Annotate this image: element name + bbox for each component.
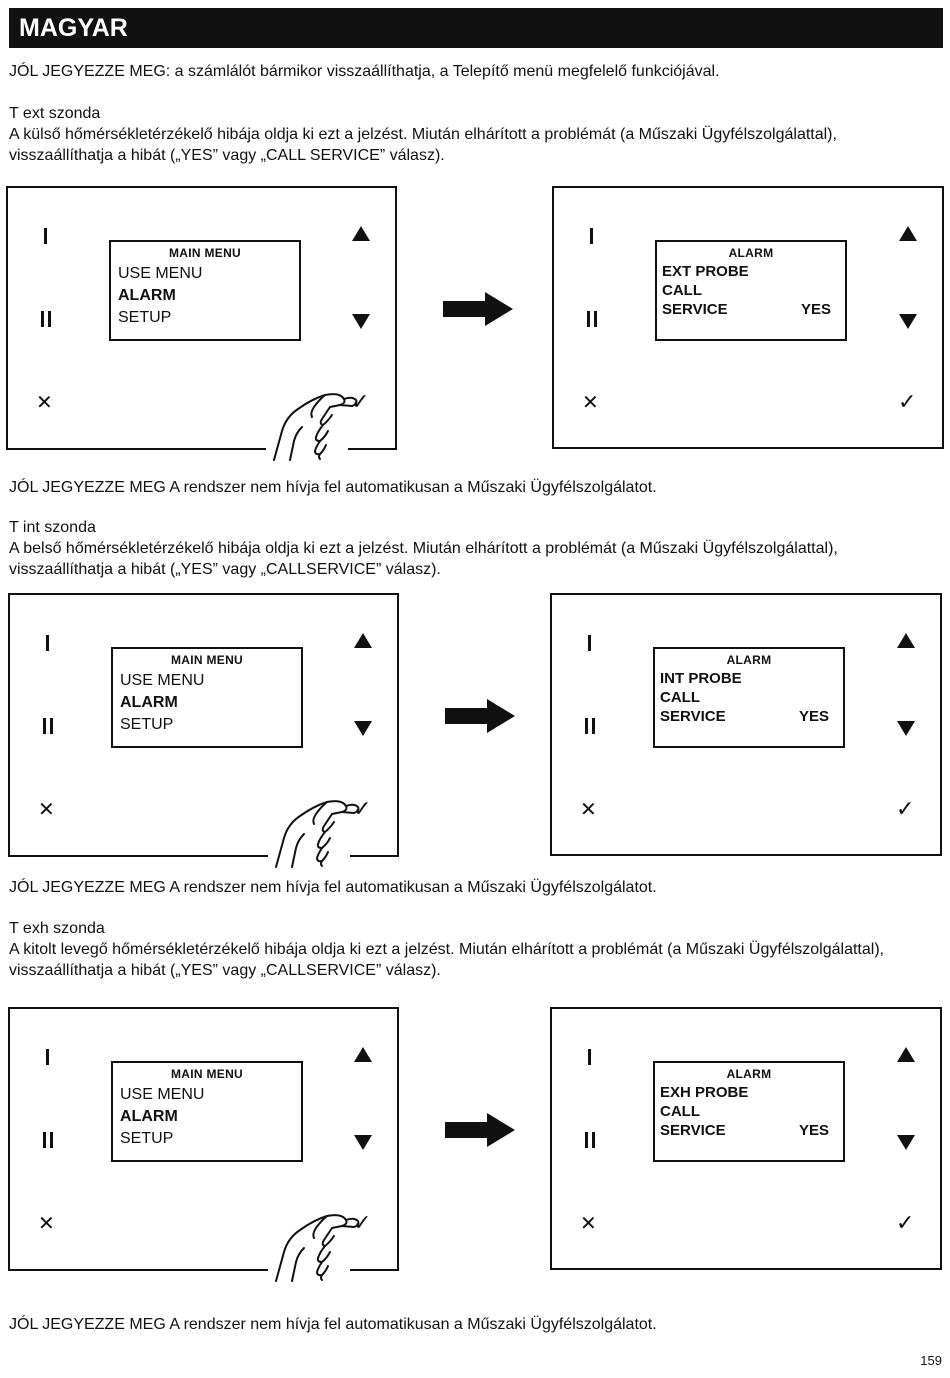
alarm-screen-0 — [655, 240, 847, 341]
section-heading-exh: T exh szonda — [9, 920, 105, 937]
section-note-exh: JÓL JEGYEZZE MEG A rendszer nem hívja fel automatikusan a Műszaki Ügyfélszolgálatot. — [9, 1316, 657, 1333]
right-0-confirm-check-icon: ✓ — [898, 389, 917, 414]
alarm-title-1: ALARM — [726, 653, 772, 667]
right-2-cancel-cross-icon: ✕ — [580, 1213, 597, 1235]
hand-press-icon-0 — [270, 391, 380, 461]
alarm-call-1: CALL — [660, 689, 700, 706]
left-1-button-one-icon — [46, 635, 49, 651]
right-arrow-icon-1 — [445, 699, 515, 733]
right-2-down-arrow-icon — [897, 1135, 915, 1150]
page-header — [9, 8, 943, 48]
alarm-screen-1 — [653, 647, 845, 748]
alarm-probe-1: INT PROBE — [660, 670, 742, 687]
menu-item-use-menu-0: USE MENU — [118, 265, 203, 282]
main-menu-screen-0 — [109, 240, 301, 341]
left-2-cancel-cross-icon: ✕ — [38, 1213, 55, 1235]
main-menu-screen-1 — [111, 647, 303, 748]
hand-press-icon-1 — [272, 798, 382, 868]
left-2-down-arrow-icon — [354, 1135, 372, 1150]
left-0-down-arrow-icon — [352, 314, 370, 329]
menu-item-alarm-1: ALARM — [120, 694, 178, 711]
section-body-exh-line2: visszaállíthatja a hibát („YES” vagy „CALLSERVICE” válasz). — [9, 962, 441, 979]
left-2-up-arrow-icon — [354, 1047, 372, 1062]
section-body-ext-line1: A külső hőmérsékletérzékelő hibája oldja ki ezt a jelzést. Miután elhárított a problémát (a Műszaki Ügyfélszolgálattal), — [9, 126, 837, 143]
alarm-yes-2: YES — [798, 1122, 829, 1139]
left-1-cancel-cross-icon: ✕ — [38, 799, 55, 821]
left-0-button-one-icon — [44, 228, 47, 244]
main-menu-title-0: MAIN MENU — [168, 246, 242, 260]
right-0-up-arrow-icon — [899, 226, 917, 241]
section-note-ext: JÓL JEGYEZZE MEG A rendszer nem hívja fel automatikusan a Műszaki Ügyfélszolgálatot. — [9, 479, 657, 496]
section-heading-int: T int szonda — [9, 519, 96, 536]
menu-item-setup-2: SETUP — [120, 1130, 174, 1147]
hand-press-icon-2 — [272, 1212, 382, 1282]
right-1-confirm-check-icon: ✓ — [896, 796, 915, 821]
right-arrow-icon-2 — [445, 1113, 515, 1147]
menu-item-use-menu-1: USE MENU — [120, 672, 205, 689]
left-0-cancel-cross-icon: ✕ — [36, 392, 53, 414]
alarm-yes-0: YES — [800, 301, 831, 318]
page-number: 159 — [920, 1353, 942, 1368]
right-1-up-arrow-icon — [897, 633, 915, 648]
left-1-button-two-icon — [43, 718, 53, 734]
left-0-button-two-icon — [41, 311, 51, 327]
menu-item-alarm-0: ALARM — [118, 287, 176, 304]
section-body-exh-line1: A kitolt levegő hőmérsékletérzékelő hibája oldja ki ezt a jelzést. Miután elhárított a problémát (a Műszaki Ügyfélszolgálattal), — [9, 941, 885, 958]
main-menu-screen-2 — [111, 1061, 303, 1162]
alarm-screen-2 — [653, 1061, 845, 1162]
right-arrow-icon-0 — [443, 292, 513, 326]
right-2-button-one-icon — [588, 1049, 591, 1065]
alarm-title-0: ALARM — [728, 246, 774, 260]
right-2-button-two-icon — [585, 1132, 595, 1148]
right-1-down-arrow-icon — [897, 721, 915, 736]
alarm-device-1 — [550, 593, 942, 856]
left-1-up-arrow-icon — [354, 633, 372, 648]
alarm-probe-0: EXT PROBE — [662, 263, 749, 280]
left-1-confirm-check-icon: ✓ — [353, 796, 372, 821]
right-0-button-one-icon — [590, 228, 593, 244]
left-2-confirm-check-icon: ✓ — [353, 1210, 372, 1235]
right-2-up-arrow-icon — [897, 1047, 915, 1062]
alarm-device-0 — [552, 186, 944, 449]
alarm-call-0: CALL — [662, 282, 702, 299]
right-2-confirm-check-icon: ✓ — [896, 1210, 915, 1235]
right-1-button-one-icon — [588, 635, 591, 651]
section-body-int-line2: visszaállíthatja a hibát („YES” vagy „CALLSERVICE” válasz). — [9, 561, 441, 578]
section-note-int: JÓL JEGYEZZE MEG A rendszer nem hívja fel automatikusan a Műszaki Ügyfélszolgálatot. — [9, 879, 657, 896]
header-title: MAGYAR — [19, 14, 128, 42]
main-menu-title-1: MAIN MENU — [170, 653, 244, 667]
alarm-service-1: SERVICE — [660, 708, 726, 725]
right-0-cancel-cross-icon: ✕ — [582, 392, 599, 414]
right-0-down-arrow-icon — [899, 314, 917, 329]
section-body-ext-line2: visszaállíthatja a hibát („YES” vagy „CALL SERVICE” válasz). — [9, 147, 445, 164]
alarm-yes-1: YES — [798, 708, 829, 725]
alarm-service-2: SERVICE — [660, 1122, 726, 1139]
section-heading-ext: T ext szonda — [9, 105, 101, 122]
intro-note: JÓL JEGYEZZE MEG: a számlálót bármikor visszaállíthatja, a Telepítő menü megfelelő funkciójával. — [9, 63, 720, 80]
alarm-title-2: ALARM — [726, 1067, 772, 1081]
menu-item-setup-1: SETUP — [120, 716, 174, 733]
alarm-probe-2: EXH PROBE — [660, 1084, 749, 1101]
left-1-down-arrow-icon — [354, 721, 372, 736]
left-0-up-arrow-icon — [352, 226, 370, 241]
alarm-service-0: SERVICE — [662, 301, 728, 318]
right-1-cancel-cross-icon: ✕ — [580, 799, 597, 821]
menu-item-setup-0: SETUP — [118, 309, 172, 326]
left-0-confirm-check-icon: ✓ — [351, 389, 370, 414]
menu-item-use-menu-2: USE MENU — [120, 1086, 205, 1103]
main-menu-title-2: MAIN MENU — [170, 1067, 244, 1081]
section-body-int-line1: A belső hőmérsékletérzékelő hibája oldja ki ezt a jelzést. Miután elhárított a problémát (a Műszaki Ügyfélszolgálattal), — [9, 540, 838, 557]
menu-item-alarm-2: ALARM — [120, 1108, 178, 1125]
left-2-button-two-icon — [43, 1132, 53, 1148]
alarm-device-2 — [550, 1007, 942, 1270]
alarm-call-2: CALL — [660, 1103, 700, 1120]
left-2-button-one-icon — [46, 1049, 49, 1065]
right-0-button-two-icon — [587, 311, 597, 327]
right-1-button-two-icon — [585, 718, 595, 734]
